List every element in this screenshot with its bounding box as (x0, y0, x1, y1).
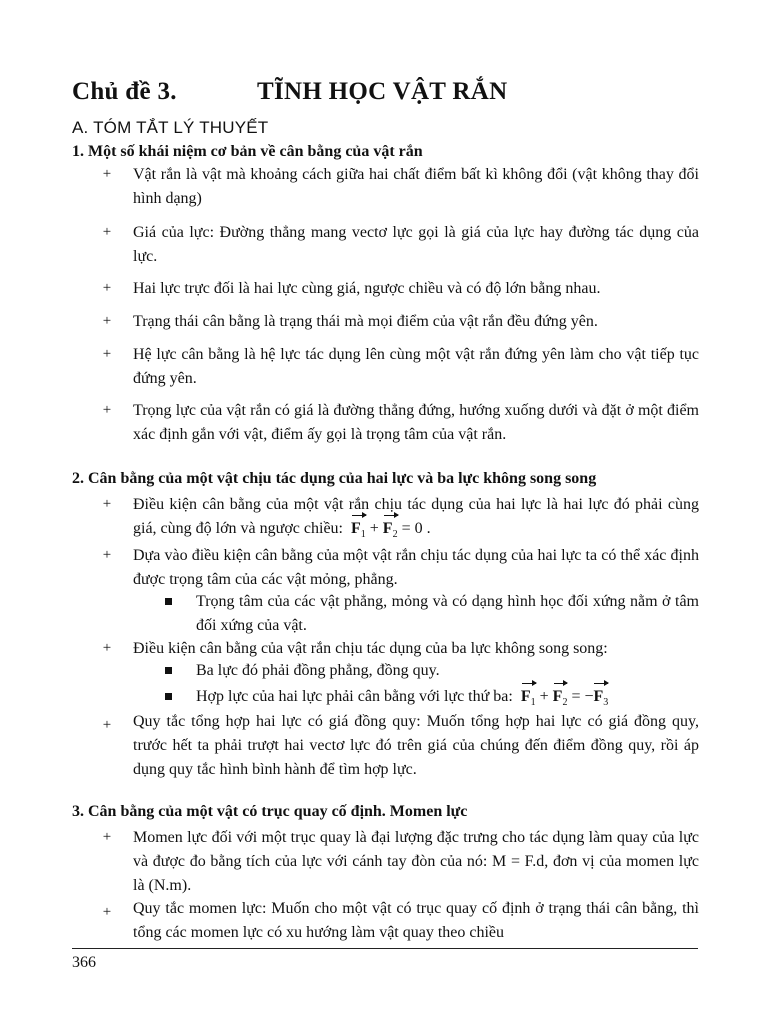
s2-item-3-sub-1: Ba lực đó phải đồng phẳng, đồng quy. (196, 662, 440, 679)
momen-formula: M = F.d (492, 853, 545, 870)
equilibrium-formula-three-forces: $F_1 + F_2 = -F_3$ (517, 688, 608, 705)
bullet-plus: + (102, 224, 112, 240)
bullet-plus: + (102, 496, 112, 512)
chapter-name: TĨNH HỌC VẬT RẮN (257, 78, 508, 105)
s1-item-6: Trọng lực của vật rắn có giá là đường thẳng đứng, hướng xuống dưới và đặt ở một điểm xác định gắn với vật, điểm ấy gọi là trọng tâm của vật rắn. (133, 402, 699, 443)
vector-f1: $F_1$ (351, 517, 366, 547)
s1-item-5: Hệ lực cân bằng là hệ lực tác dụng lên cùng một vật rắn đứng yên làm cho vật tiếp tục đứng yên. (133, 346, 699, 387)
square-bullet-icon (165, 693, 172, 700)
s2-item-2-sub: Trọng tâm của các vật phẳng, mỏng và có dạng hình học đối xứng nằm ở tâm đối xứng của vật. (196, 593, 699, 634)
s2-item-1 (133, 493, 699, 547)
vector-f2: $F_2$ (553, 685, 568, 715)
section-1-heading: 1. Một số khái niệm cơ bản về cân bằng của vật rắn (72, 143, 423, 160)
bullet-plus: + (102, 313, 112, 329)
section-2-heading: 2. Cân bằng của một vật chịu tác dụng của hai lực và ba lực không song song (72, 470, 597, 487)
bullet-plus: + (102, 346, 112, 362)
s2-item-3-sub-2-text: Hợp lực của hai lực phải cân bằng với lực thứ ba: (196, 688, 513, 705)
s2-item-1-text: Điều kiện cân bằng của một vật rắn chịu tác dụng của hai lực là hai lực đó phải cùng giá, cùng độ lớn và ngược chiều: (133, 496, 699, 537)
vector-f3: $F_3$ (593, 685, 608, 715)
bullet-plus: + (102, 904, 112, 920)
s3-item-1 (133, 826, 699, 898)
bullet-plus: + (102, 547, 112, 563)
s1-item-1: Vật rắn là vật mà khoảng cách giữa hai chất điểm bất kì không đổi (vật không thay đổi hình dạng) (133, 166, 699, 207)
s1-item-2: Giá của lực: Đường thẳng mang vectơ lực gọi là giá của lực hay đường tác dụng của lực. (133, 224, 699, 265)
section-3-heading: 3. Cân bằng của một vật có trục quay cố định. Momen lực (72, 803, 468, 820)
formula-tail: = 0 . (401, 520, 431, 537)
s3-item-1-tail: , đơn vị của momen lực là (N.m). (133, 853, 699, 894)
vector-f1: $F_1$ (521, 685, 536, 715)
equilibrium-formula-two-forces: $F_1 + F_2 = 0$ . (347, 520, 431, 537)
s3-item-2: Quy tắc momen lực: Muốn cho một vật có trục quay cố định ở trạng thái cân bằng, thì tổng các momen lực có xu hướng làm vật quay theo chiều (133, 900, 699, 941)
s2-item-4: Quy tắc tổng hợp hai lực có giá đồng quy: Muốn tổng hợp hai lực có giá đồng quy, trước hết ta phải trượt hai vectơ lực đó trên giá của chúng đến điểm đồng quy, rồi áp dụng quy tắc hình bình hành để tìm hợp lực. (133, 713, 699, 778)
chapter-number: Chủ đề 3. (72, 78, 177, 105)
s1-item-3: Hai lực trực đối là hai lực cùng giá, ngược chiều và có độ lớn bằng nhau. (133, 280, 601, 297)
chapter-title (72, 78, 507, 106)
s3-item-1-text: Momen lực đối với một trục quay là đại lượng đặc trưng cho tác dụng làm quay của lực và được đo bằng tích của lực với cánh tay đòn của nó: (133, 829, 699, 870)
bullet-plus: + (102, 640, 112, 656)
bullet-plus: + (102, 717, 112, 733)
s2-item-2: Dựa vào điều kiện cân bằng của một vật rắn chịu tác dụng của hai lực ta có thể xác định được trọng tâm của các vật mỏng, phẳng. (133, 547, 699, 588)
s1-item-4: Trạng thái cân bằng là trạng thái mà mọi điểm của vật rắn đều đứng yên. (133, 313, 598, 330)
bullet-plus: + (102, 166, 112, 182)
page-number: 366 (72, 954, 96, 971)
footer-rule (72, 948, 698, 949)
s2-item-3: Điều kiện cân bằng của vật rắn chịu tác dụng của ba lực không song song: (133, 640, 608, 657)
section-a-heading: A. TÓM TẮT LÝ THUYẾT (72, 118, 269, 137)
bullet-plus: + (102, 829, 112, 845)
bullet-plus: + (102, 402, 112, 418)
bullet-plus: + (102, 280, 112, 296)
square-bullet-icon (165, 667, 172, 674)
square-bullet-icon (165, 598, 172, 605)
vector-f2: $F_2$ (383, 517, 398, 547)
